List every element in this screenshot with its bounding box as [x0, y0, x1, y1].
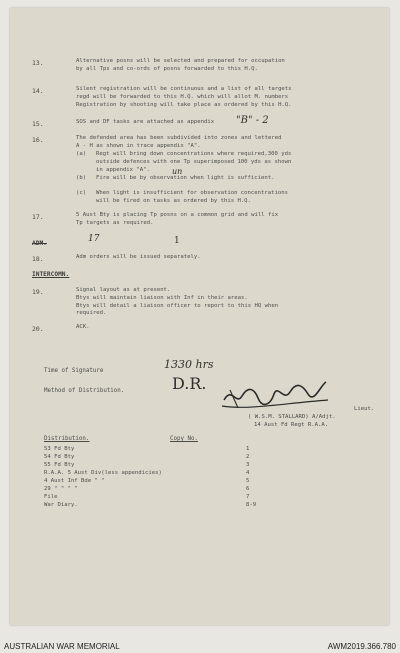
para-16-number: 16. [32, 136, 44, 144]
para-17-number: 17. [32, 213, 44, 221]
distribution-row [44, 462, 264, 468]
footer-accession-number: AWM2019.366.780 [327, 642, 396, 651]
subitem-line: in appendix "A". [96, 166, 150, 173]
para-14-number: 14. [32, 87, 44, 95]
para-15-number: 15. [32, 120, 44, 128]
subitem-line: Fire will be by observation when light is sufficient. [96, 175, 275, 181]
subitem-tag: (a) [76, 151, 87, 157]
para-19-line: Btys will detail a liaison officer to report to this HQ when [76, 302, 279, 309]
distribution-row [44, 470, 264, 476]
para-18-number: 18. [32, 255, 44, 263]
intercomn-heading: INTERCOMN. [32, 271, 70, 278]
para-14-line: Silent registration will be continuous and a list of all targets [76, 86, 292, 92]
distribution-copy: 7 [246, 494, 250, 500]
para-16-subitem-a [76, 151, 376, 174]
distribution-copy: 1 [246, 446, 250, 452]
adm-handwritten-annotation: 17 [88, 234, 100, 244]
para-19-number: 19. [32, 288, 44, 296]
para-20-number: 20. [32, 325, 44, 333]
para-16-subitem-c [76, 190, 376, 206]
distribution-row [44, 494, 264, 500]
subitem-line: outside defences with one Tp superimposed 100 yds as shown [96, 158, 292, 165]
para-13-text [76, 58, 376, 74]
subitem-tag: (b) [76, 175, 87, 181]
para-18-line: Adm orders will be issued separately. [76, 254, 201, 260]
distribution-copy: 2 [246, 454, 250, 460]
para-17-text [76, 212, 376, 228]
copy-number-heading: Copy No. [170, 436, 198, 442]
signatory-rank: Lieut. [354, 406, 375, 412]
subitem-tag: (c) [76, 190, 87, 196]
para-20-line: ACK. [76, 324, 90, 330]
para-15-handwritten-annotation: "B" - 2 [236, 115, 269, 126]
signatory-unit: 14 Aust Fd Regt R.A.A. [254, 422, 329, 428]
distribution-copy: 3 [246, 462, 250, 468]
distribution-label: War Diary. [44, 502, 78, 508]
para-16-handwritten-annotation: un [172, 167, 183, 176]
para-16-line: The defended area has been subdivided into zones and lettered [76, 135, 282, 141]
distribution-row [44, 502, 264, 508]
footer-institution: AUSTRALIAN WAR MEMORIAL [4, 642, 120, 651]
para-19-line: Signal layout as at present. [76, 287, 171, 293]
para-14-line: regd will be forwarded to this H.Q. which will allot M. numbers [76, 93, 289, 100]
distribution-copy: 6 [246, 486, 250, 492]
subitem-line: Regt will bring down concentrations where required,300 yds [96, 151, 292, 157]
para-18-text [76, 254, 376, 262]
para-14-line: Registration by shooting will take place as ordered by this H.Q. [76, 101, 292, 108]
para-16-text [76, 135, 376, 151]
signatory-name: ( W.S.M. STALLARD) A/Adjt. [248, 414, 336, 420]
distribution-label: 29 " " " " [44, 486, 78, 492]
method-of-distribution-label: Method of Distribution. [44, 388, 125, 394]
distribution-copy: 8-9 [246, 502, 257, 508]
para-17-line: 5 Aust Bty is placing Tp posns on a common grid and will fix [76, 212, 279, 218]
distribution-row [44, 454, 264, 460]
para-13-number: 13. [32, 59, 44, 67]
distribution-label: 54 Fd Bty [44, 454, 75, 460]
time-of-signature-value: 1330 hrs [164, 358, 214, 371]
distribution-row [44, 486, 264, 492]
method-of-distribution-value: D.R. [172, 374, 207, 393]
para-16-subitem-b [76, 175, 376, 183]
distribution-row [44, 478, 264, 484]
distribution-row [44, 446, 264, 452]
distribution-label: 53 Fd Bty [44, 446, 75, 452]
para-13-line: by all Tps and co-ords of posns forwarded to this H.Q. [76, 65, 258, 72]
time-of-signature-label: Time of Signature [44, 368, 104, 374]
para-17-line: Tp targets as required. [76, 219, 154, 226]
subitem-line: When light is insufficient for observation concentrations [96, 190, 288, 196]
para-19-text [76, 287, 376, 318]
distribution-copy: 4 [246, 470, 250, 476]
handwritten-signature [218, 376, 334, 416]
distribution-copy: 5 [246, 478, 250, 484]
archive-footer [0, 639, 400, 653]
para-13-line: Alternative posns will be selected and prepared for occupation [76, 58, 285, 64]
subitem-line: will be fired on tasks as ordered by this H.Q. [96, 197, 251, 204]
para-14-text [76, 86, 376, 109]
distribution-label: File [44, 494, 58, 500]
adm-handwritten-mark: 1 [174, 236, 180, 246]
para-20-text [76, 324, 376, 332]
para-16-line: A - H as shown in trace appendix "A". [76, 142, 201, 149]
para-15-text [76, 119, 236, 127]
distribution-label: R.A.A. 5 Aust Div(less appendicies) [44, 470, 162, 476]
para-19-line: required. [76, 310, 107, 317]
distribution-label: 4 Aust Inf Bde " " [44, 478, 105, 484]
para-19-line: Btys will maintain liaison with Inf in their areas. [76, 294, 248, 301]
para-15-line: SOS and DF tasks are attached as appendix [76, 119, 215, 125]
distribution-heading: Distribution. [44, 436, 90, 442]
distribution-label: 55 Fd Bty [44, 462, 75, 468]
adm-heading: ADM. [32, 240, 47, 247]
